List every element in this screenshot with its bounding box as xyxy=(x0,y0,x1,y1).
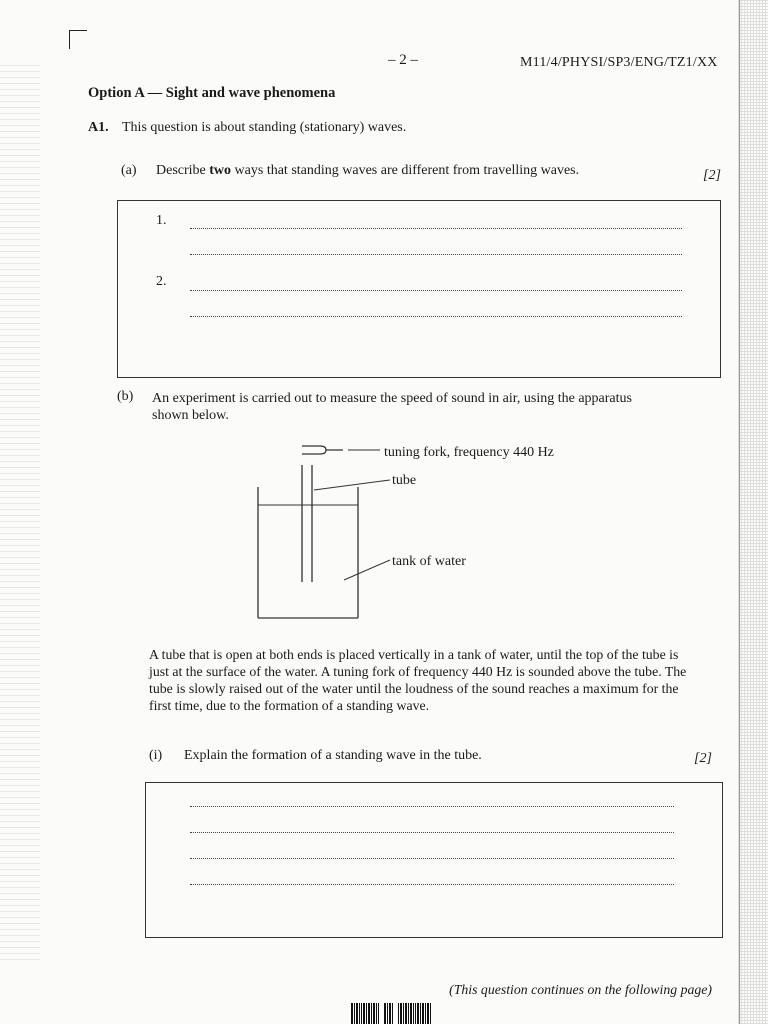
part-a-text-start: Describe xyxy=(156,163,210,178)
paper-code: M11/4/PHYSI/SP3/ENG/TZ1/XX xyxy=(520,55,718,70)
answer-box-b-i[interactable] xyxy=(145,782,723,938)
part-a-text-bold: two xyxy=(209,163,232,178)
barcode-icon xyxy=(351,1003,431,1024)
answer-line[interactable] xyxy=(190,289,682,291)
part-b-text xyxy=(152,390,632,424)
answer-line[interactable] xyxy=(190,227,682,229)
label-tank: tank of water xyxy=(392,554,466,569)
answer-number-2: 2. xyxy=(156,274,167,289)
part-a-text-end: ways that standing waves are different from travelling waves. xyxy=(231,163,580,178)
part-a-text xyxy=(156,163,579,179)
part-b-text-line2: shown below. xyxy=(152,408,229,423)
part-b-label: (b) xyxy=(117,389,134,404)
tank-leader-line xyxy=(344,560,390,580)
answer-number-1: 1. xyxy=(156,213,167,228)
answer-line[interactable] xyxy=(190,883,674,885)
scan-edge-strip xyxy=(738,0,768,1024)
answer-line[interactable] xyxy=(190,315,682,317)
corner-crop-mark xyxy=(69,30,87,49)
page-number: – 2 – xyxy=(388,52,418,68)
scan-noise-left xyxy=(0,60,40,960)
answer-line[interactable] xyxy=(190,857,674,859)
water-tank xyxy=(258,487,358,618)
scan-edge-line xyxy=(739,0,740,1024)
label-tuning-fork: tuning fork, frequency 440 Hz xyxy=(384,445,554,460)
tube xyxy=(302,465,312,582)
answer-line[interactable] xyxy=(190,831,674,833)
part-b-i-text: Explain the formation of a standing wave in the tube. xyxy=(184,748,482,763)
question-text: This question is about standing (stationary) waves. xyxy=(122,120,407,135)
option-title: Option A — Sight and wave phenomena xyxy=(88,85,336,101)
answer-box-a[interactable] xyxy=(117,200,721,378)
part-b-text-line1: An experiment is carried out to measure the speed of sound in air, using the apparatus xyxy=(152,391,632,406)
tuning-fork-icon xyxy=(302,446,343,454)
label-tube: tube xyxy=(392,473,417,488)
part-a-label: (a) xyxy=(121,163,137,178)
answer-line[interactable] xyxy=(190,805,674,807)
question-label: A1. xyxy=(88,120,109,135)
continuation-note: (This question continues on the following page) xyxy=(449,982,712,997)
part-b-i-marks: [2] xyxy=(694,751,712,766)
answer-line[interactable] xyxy=(190,253,682,255)
part-a-marks: [2] xyxy=(703,168,721,183)
experiment-paragraph: A tube that is open at both ends is placed vertically in a tank of water, until the top of the tube is just at the surface of the water. A tuning fork of frequency 440 Hz is sounded above the tube. The tube is slowly raised out of the water until the loudness of the sound reaches a maximum for the first time, due to the formation of a standing wave. xyxy=(149,647,687,713)
tube-leader-line xyxy=(314,480,390,490)
apparatus-diagram xyxy=(240,430,600,630)
part-b-i-label: (i) xyxy=(149,748,163,763)
